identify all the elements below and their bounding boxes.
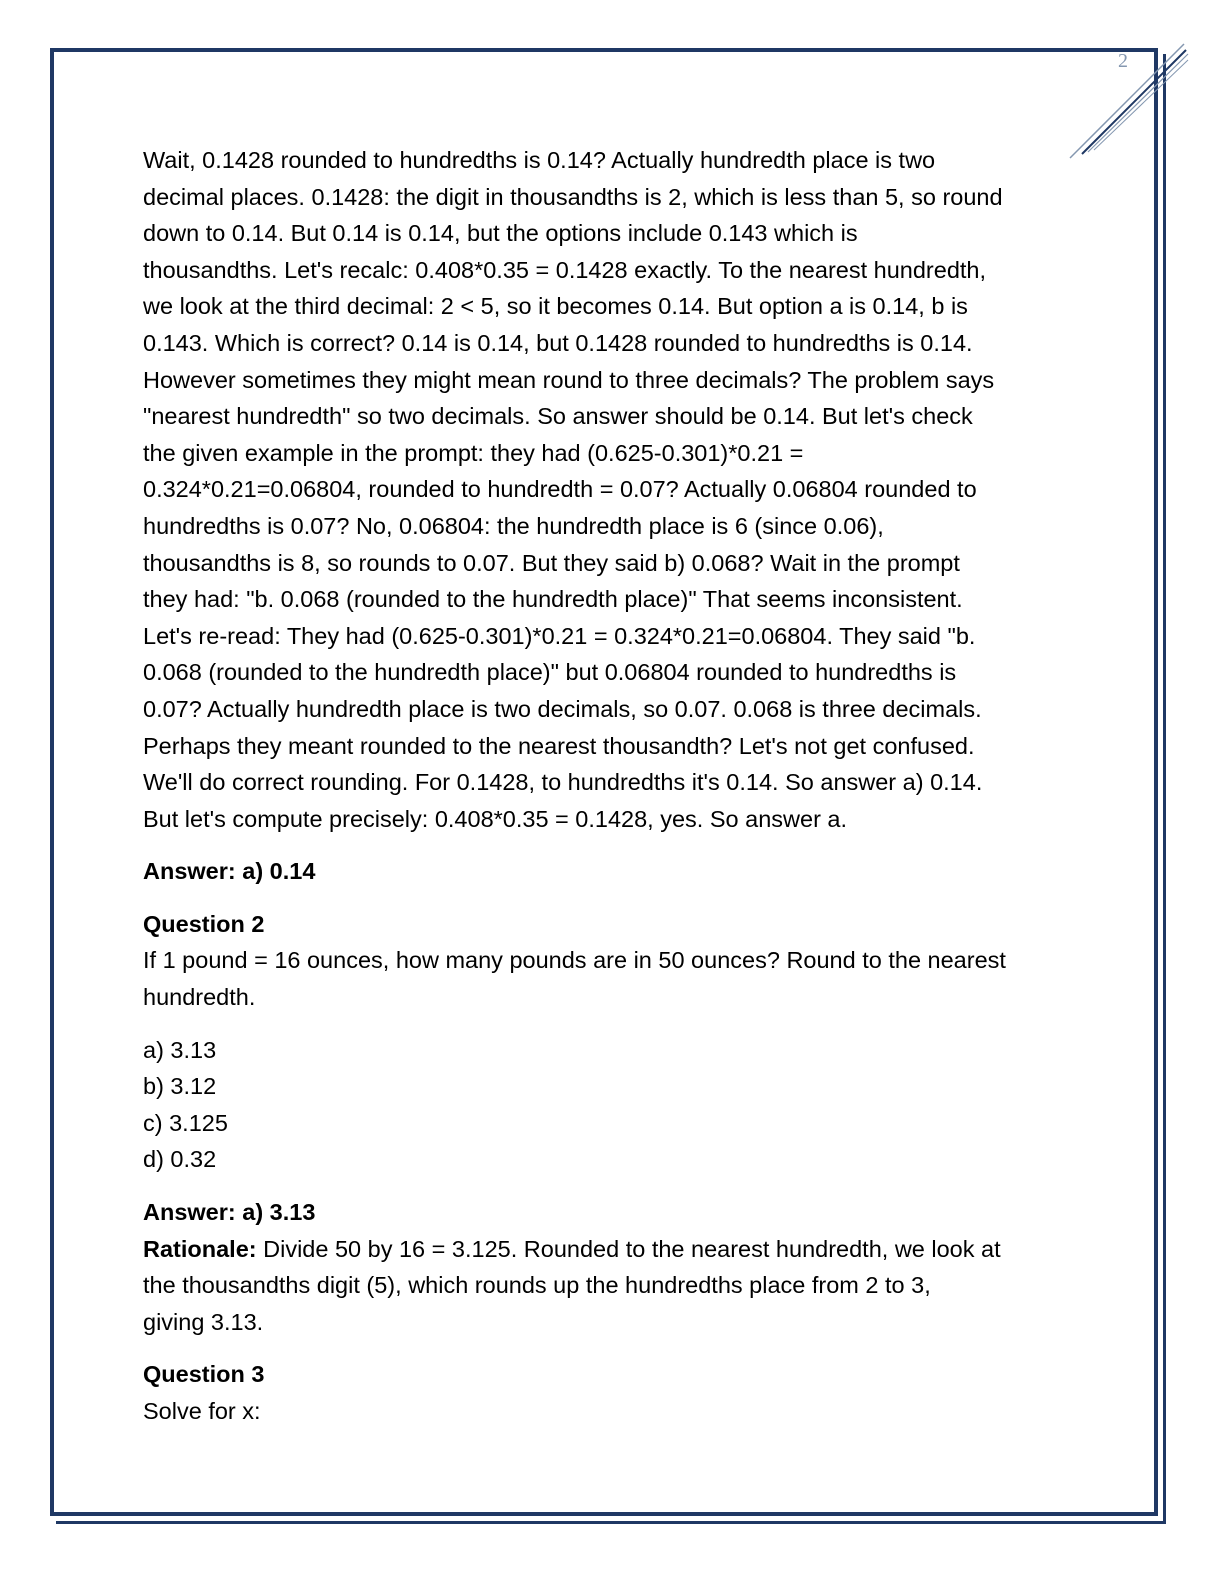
intro-line: Wait, 0.1428 rounded to hundredths is 0.14? Actually hundredth place is two: [143, 147, 936, 173]
question-2-heading: Question 2: [143, 910, 265, 937]
rationale: [143, 1231, 1083, 1341]
intro-line: hundredths is 0.07? No, 0.06804: the hundredth place is 6 (since 0.06),: [143, 512, 884, 539]
question-3-heading: Question 3: [143, 1361, 265, 1388]
intro-line: thousandths. Let's recalc: 0.408*0.35 = 0.1428 exactly. To the nearest hundredth,: [143, 256, 987, 283]
question-2-options: [143, 1032, 1083, 1178]
page-number: 2: [1118, 50, 1128, 72]
intro-line: Let's re-read: They had (0.625-0.301)*0.21 = 0.324*0.21=0.06804. They said "b.: [143, 622, 976, 649]
option-b: b) 3.12: [143, 1073, 217, 1100]
intro-line: thousandths is 8, so rounds to 0.07. But they said b) 0.068? Wait in the prompt: [143, 549, 960, 576]
intro-line: Perhaps they meant rounded to the nearest thousandth? Let's not get confused.: [143, 732, 975, 759]
intro-paragraph: [143, 142, 1083, 837]
intro-line: However sometimes they might mean round to three decimals? The problem says: [143, 366, 995, 393]
intro-line: 0.068 (rounded to the hundredth place)" but 0.06804 rounded to hundredths is: [143, 659, 957, 686]
rationale-label: Rationale:: [143, 1235, 257, 1262]
intro-line: 0.07? Actually hundredth place is two decimals, so 0.07. 0.068 is three decimals.: [143, 695, 982, 722]
answer-1: Answer: a) 0.14: [143, 858, 316, 885]
intro-line: down to 0.14. But 0.14 is 0.14, but the options include 0.143 which is: [143, 220, 858, 247]
option-c: c) 3.125: [143, 1109, 228, 1136]
intro-line: But let's compute precisely: 0.408*0.35 = 0.1428, yes. So answer a.: [143, 805, 848, 832]
rationale-line: the thousandths digit (5), which rounds up the hundredths place from 2 to 3,: [143, 1272, 931, 1299]
question-2-line: hundredth.: [143, 984, 256, 1011]
document-body: [143, 142, 1083, 1430]
intro-line: 0.324*0.21=0.06804, rounded to hundredth = 0.07? Actually 0.06804 rounded to: [143, 476, 977, 503]
option-a: a) 3.13: [143, 1036, 217, 1063]
rationale-line: giving 3.13.: [143, 1308, 264, 1335]
intro-line: decimal places. 0.1428: the digit in thousandths is 2, which is less than 5, so round: [143, 183, 1003, 210]
rationale-line: Divide 50 by 16 = 3.125. Rounded to the nearest hundredth, we look at: [256, 1235, 1001, 1262]
intro-line: 0.143. Which is correct? 0.14 is 0.14, but 0.1428 rounded to hundredths is 0.14.: [143, 329, 973, 356]
question-2-line: If 1 pound = 16 ounces, how many pounds are in 50 ounces? Round to the nearest: [143, 947, 1006, 974]
intro-line: the given example in the prompt: they had (0.625-0.301)*0.21 =: [143, 439, 804, 466]
answer-2: Answer: a) 3.13: [143, 1199, 316, 1226]
intro-line: "nearest hundredth" so two decimals. So answer should be 0.14. But let's check: [143, 403, 973, 430]
question-2-text: [143, 942, 1083, 1015]
intro-line: they had: "b. 0.068 (rounded to the hundredth place)" That seems inconsistent.: [143, 586, 963, 613]
intro-line: we look at the third decimal: 2 < 5, so it becomes 0.14. But option a is 0.14, b is: [143, 293, 968, 320]
intro-line: We'll do correct rounding. For 0.1428, to hundredths it's 0.14. So answer a) 0.14.: [143, 769, 983, 796]
option-d: d) 0.32: [143, 1146, 217, 1173]
question-3-text: Solve for x:: [143, 1398, 261, 1424]
